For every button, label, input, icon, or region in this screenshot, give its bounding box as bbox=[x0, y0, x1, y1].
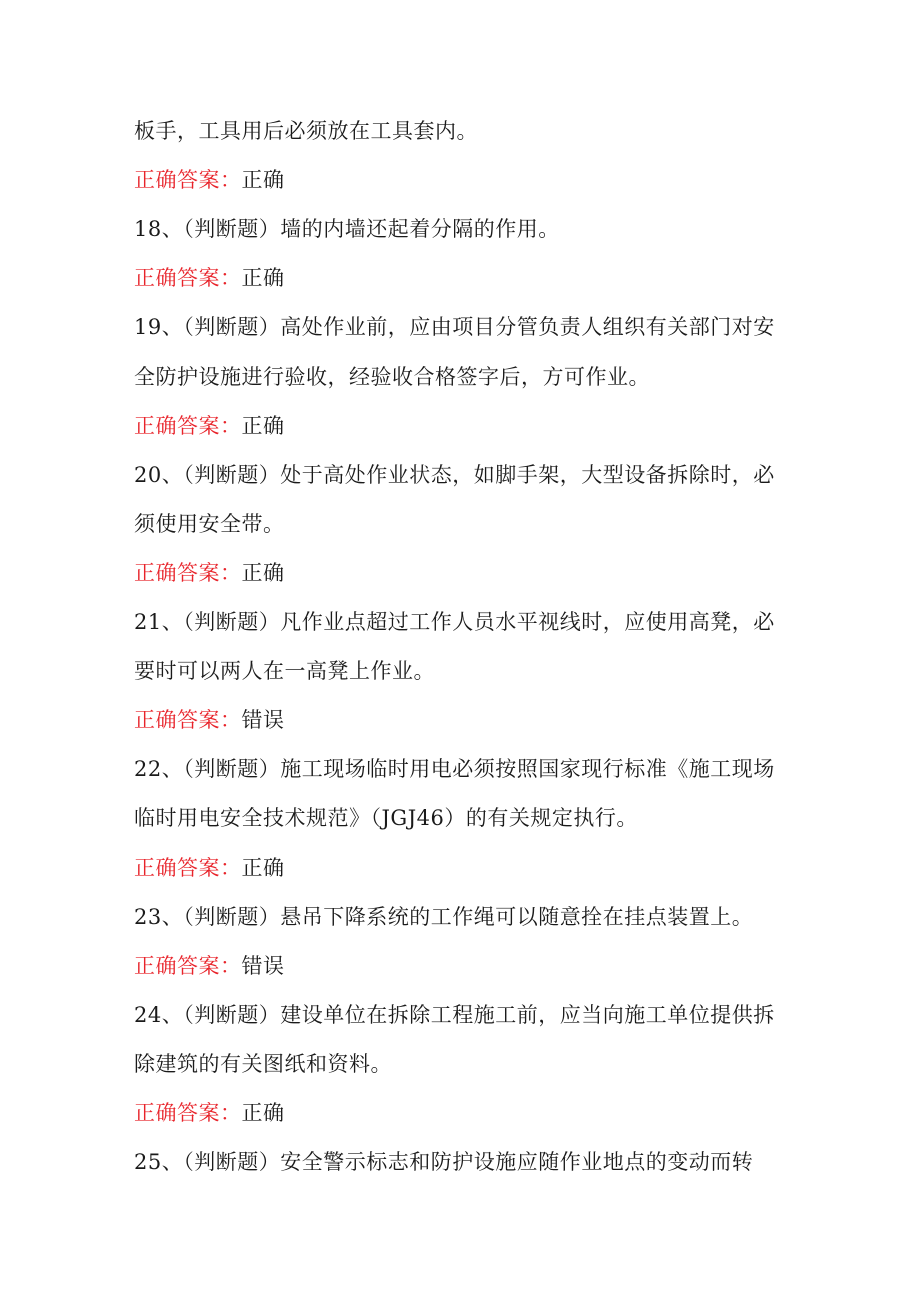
question-text-line: 25、（判断题）安全警示标志和防护设施应随作业地点的变动而转 bbox=[134, 1150, 754, 1175]
answer-label: 正确答案： bbox=[134, 413, 242, 438]
answer-label: 正确答案： bbox=[134, 855, 242, 880]
answer-value: 错误 bbox=[241, 708, 285, 733]
question-text-line: 板手，工具用后必须放在工具套内。 bbox=[134, 119, 478, 143]
answer-label: 正确答案： bbox=[134, 168, 242, 193]
answer-label: 正确答案： bbox=[134, 953, 242, 978]
question-text-line: 18、（判断题）墙的内墙还起着分隔的作用。 bbox=[134, 217, 560, 242]
question-text-line: 临时用电安全技术规范》（JGJ46）的有关规定执行。 bbox=[134, 806, 638, 831]
answer-value: 正确 bbox=[241, 266, 285, 291]
answer-value: 错误 bbox=[241, 953, 285, 978]
answer-line bbox=[134, 559, 285, 587]
question-text-line: 22、（判断题）施工现场临时用电必须按照国家现行标准《施工现场 bbox=[134, 757, 775, 782]
answer-value: 正确 bbox=[241, 560, 285, 585]
question-text-line: 除建筑的有关图纸和资料。 bbox=[134, 1051, 392, 1076]
answer-value: 正确 bbox=[241, 413, 285, 438]
answer-value: 正确 bbox=[241, 1101, 285, 1125]
answer-line bbox=[134, 952, 285, 980]
answer-label: 正确答案： bbox=[134, 560, 242, 585]
question-text-line: 要时可以两人在一高凳上作业。 bbox=[134, 659, 435, 684]
answer-line bbox=[134, 166, 285, 194]
answer-label: 正确答案： bbox=[134, 266, 242, 291]
answer-value: 正确 bbox=[241, 855, 285, 880]
answer-value: 正确 bbox=[241, 168, 285, 193]
question-text-line: 21、（判断题）凡作业点超过工作人员水平视线时，应使用高凳，必 bbox=[134, 610, 775, 634]
answer-line bbox=[134, 1099, 285, 1127]
question-text-line: 须使用安全带。 bbox=[134, 511, 285, 536]
question-text-line: 19、（判断题）高处作业前，应由项目分管负责人组织有关部门对安 bbox=[134, 315, 775, 340]
answer-label: 正确答案： bbox=[134, 1101, 242, 1125]
question-text-line: 24、（判断题）建设单位在拆除工程施工前，应当向施工单位提供拆 bbox=[134, 1002, 775, 1027]
answer-label: 正确答案： bbox=[134, 708, 242, 733]
answer-line bbox=[134, 854, 285, 882]
question-text-line: 23、（判断题）悬吊下降系统的工作绳可以随意拴在挂点装置上。 bbox=[134, 904, 754, 929]
answer-line bbox=[134, 706, 285, 734]
question-text-line: 全防护设施进行验收，经验收合格签字后，方可作业。 bbox=[134, 364, 650, 389]
question-text-line: 20、（判断题）处于高处作业状态，如脚手架，大型设备拆除时，必 bbox=[134, 462, 775, 487]
answer-line bbox=[134, 412, 285, 440]
answer-line bbox=[134, 264, 285, 292]
